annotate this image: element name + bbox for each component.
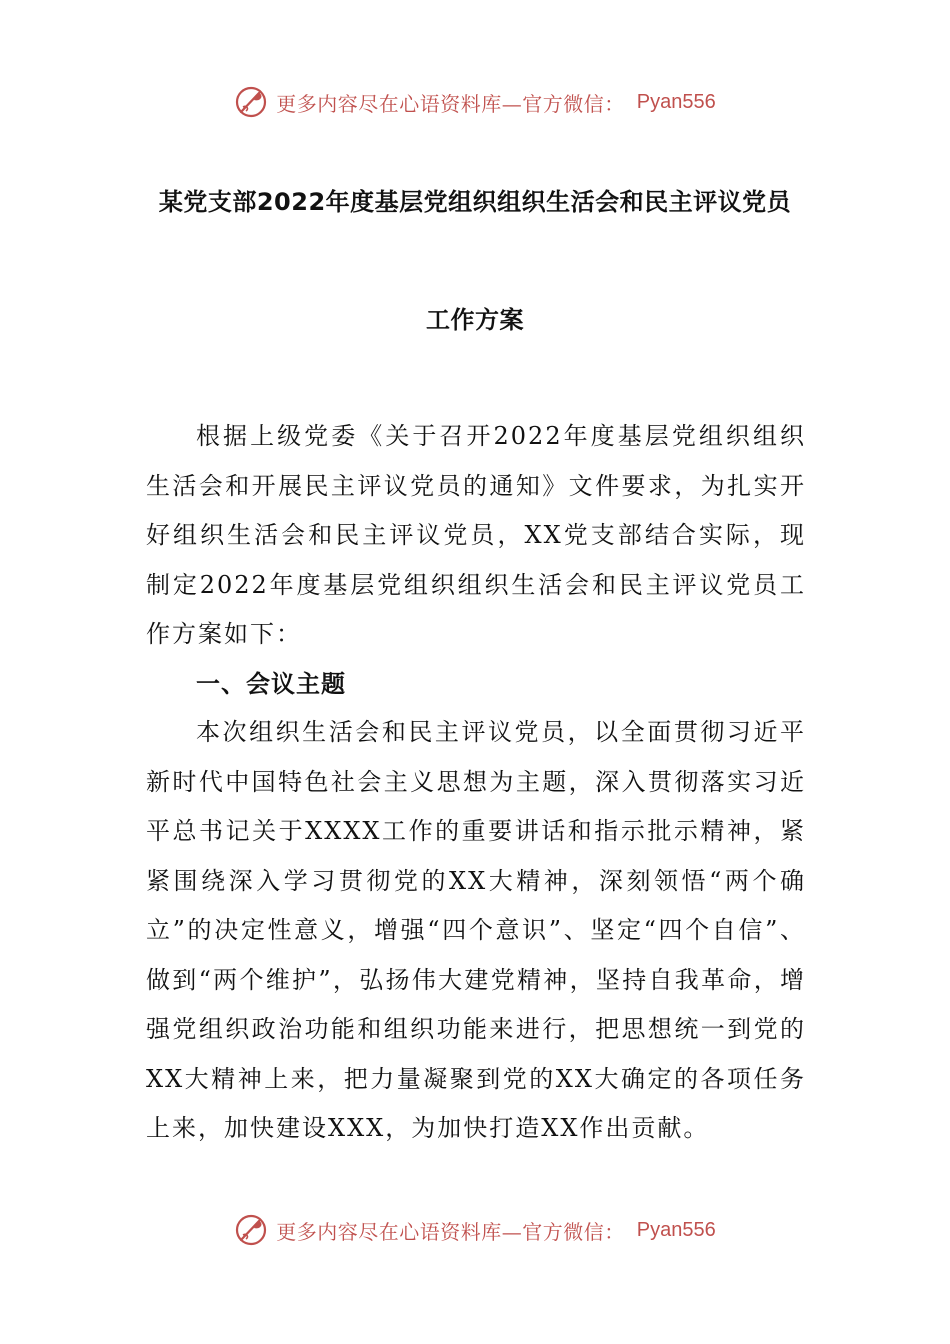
watermark-wechat-id: Pyan556 (636, 90, 716, 113)
watermark-text: 更多内容尽在心语资料库—官方微信： (276, 91, 625, 116)
watermark-header (0, 82, 950, 122)
quill-pen-logo-icon (234, 85, 268, 119)
intro-paragraph: 根据上级党委《关于召开2022年度基层党组织组织生活会和开展民主评议党员的通知》文件要求，为扎实开好组织生活会和民主评议党员，XX党支部结合实际，现制定2022年度基层党组织组织生活会和民主评议党员工作方案如下： (146, 422, 806, 648)
section-paragraph: 本次组织生活会和民主评议党员，以全面贯彻习近平新时代中国特色社会主义思想为主题，深入贯彻落实习近平总书记关于XXXX工作的重要讲话和指示批示精神，紧紧围绕深入学习贯彻党的XX大精神，深刻领悟“两个确立”的决定性意义，增强“四个意识”、坚定“四个自信”、做到“两个维护”，弘扬伟大建党精神，坚持自我革命，增强党组织政治功能和组织功能来进行，把思想统一到党的XX大精神上来，把力量凝聚到党的XX大确定的各项任务上来，加快建设XXX，为加快打造XX作出贡献。 (146, 718, 806, 1142)
section-heading: 一、会议主题 (196, 670, 346, 698)
watermark-footer (0, 1210, 950, 1250)
watermark-text: 更多内容尽在心语资料库—官方微信： (276, 1219, 625, 1244)
document-title: 某党支部2022年度基层党组织组织生活会和民主评议党员 (158, 188, 792, 216)
document-title-continued: 工作方案 (426, 306, 524, 334)
watermark-wechat-id: Pyan556 (636, 1218, 716, 1241)
quill-pen-logo-icon (234, 1213, 268, 1247)
